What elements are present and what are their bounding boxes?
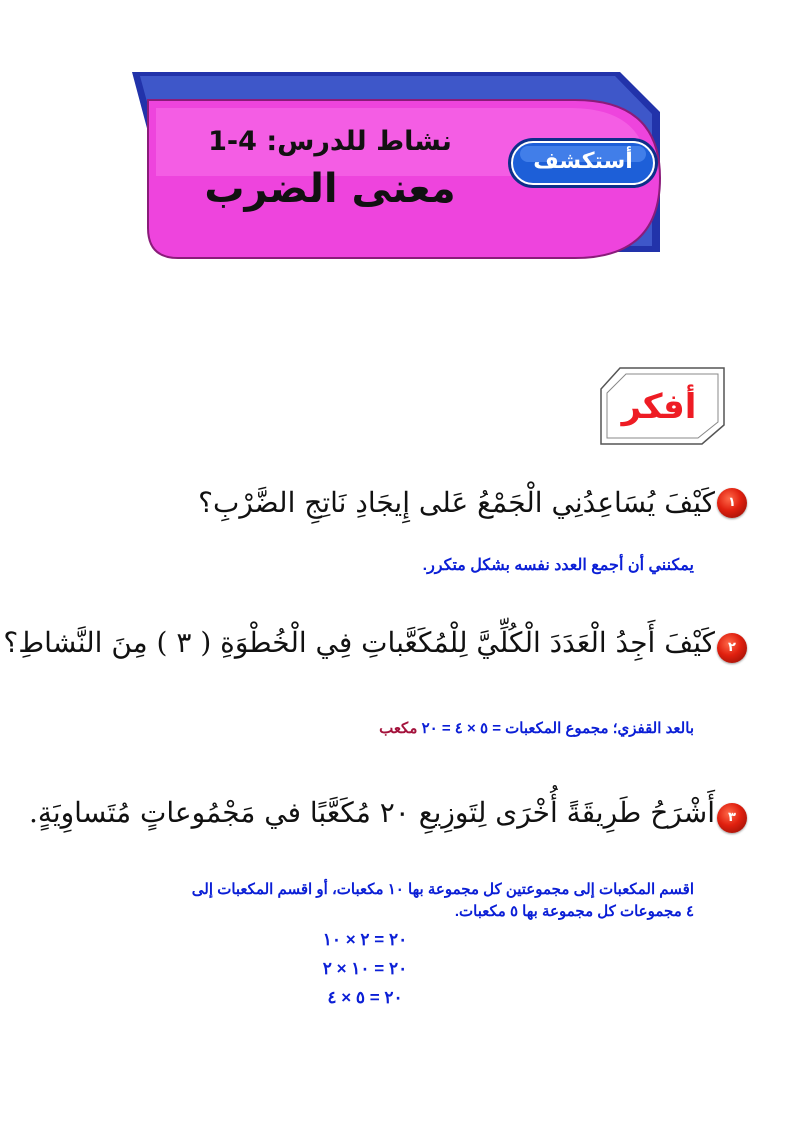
explore-badge: أستكشف bbox=[533, 149, 633, 174]
question-2-answer-main: بالعد القفزي؛ مجموع المكعبات = ٥ × ٤ = ٢٠ bbox=[421, 720, 694, 737]
lesson-title: معنى الضرب bbox=[204, 166, 456, 212]
question-3-answer-line-2: ٤ مجموعات كل مجموعة بها ٥ مكعبات. bbox=[454, 903, 694, 920]
lesson-number: نشاط للدرس: 4-1 bbox=[208, 126, 452, 157]
question-2-answer-unit: مكعب bbox=[379, 720, 418, 737]
think-heading: أفكر bbox=[621, 387, 697, 427]
question-1-text: كَيْفَ يُسَاعِدُنِي الْجَمْعُ عَلى إِيجَادِ نَاتِجِ الضَّرْبِ؟ bbox=[198, 486, 715, 519]
equation-2: ٢٠ = ١٠ × ٢ bbox=[322, 959, 408, 978]
question-1-number-badge: ١ bbox=[717, 488, 747, 518]
question-2-text: كَيْفَ أَجِدُ الْعَدَدَ الْكُلِّيَّ لِلْمُكَعَّباتِ فِي الْخُطْوَةِ ( ٣ ) مِنَ النَّشاطِ؟ bbox=[3, 626, 715, 659]
question-3-number-badge: ٣ bbox=[717, 803, 747, 833]
question-2-answer bbox=[379, 719, 694, 737]
question-3-text: أَشْرَحُ طَرِيقَةً أُخْرَى لِتَوزِيعِ ٢٠ مُكَعَّبًا في مَجْمُوعاتٍ مُتَساوِيَةٍ. bbox=[28, 796, 715, 829]
question-1-answer: يمكنني أن أجمع العدد نفسه بشكل متكرر. bbox=[422, 557, 694, 574]
question-2-number-badge: ٢ bbox=[717, 633, 747, 663]
question-3-answer-line-1: اقسم المكعبات إلى مجموعتين كل مجموعة بها ١٠ مكعبات، أو اقسم المكعبات إلى bbox=[191, 881, 694, 898]
equation-1: ٢٠ = ٢ × ١٠ bbox=[322, 930, 408, 949]
equation-3: ٢٠ = ٥ × ٤ bbox=[327, 988, 403, 1007]
